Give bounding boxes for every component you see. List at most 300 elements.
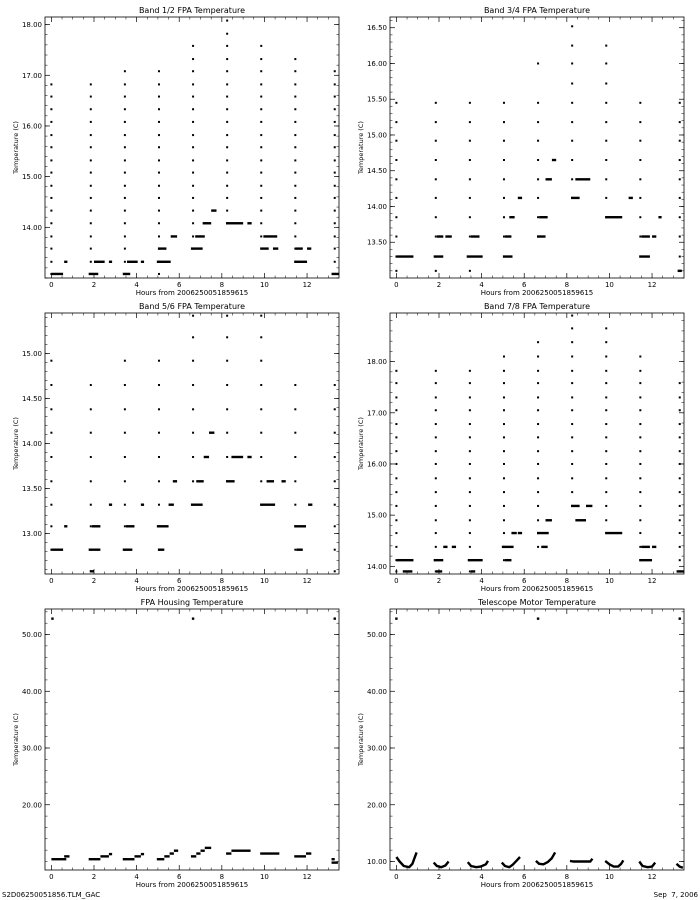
data-point [395,519,397,521]
data-run [639,255,650,257]
data-point [124,235,126,237]
data-run [658,216,661,218]
y-tick-label: 18.00 [21,21,42,30]
data-point [124,121,126,123]
data-point [334,159,336,161]
data-run [505,559,511,561]
data-point [435,491,437,493]
data-run [307,247,311,249]
data-point [294,70,296,72]
data-point [90,408,92,410]
data-point [469,423,471,425]
y-tick-label: 17.00 [366,409,387,418]
data-point [503,463,505,465]
data-point [679,477,681,479]
data-point [294,408,296,410]
data-point [226,70,228,72]
data-run [170,852,174,854]
data-point [571,62,573,64]
data-run [436,570,442,572]
data-point [571,45,573,47]
data-run [231,456,243,458]
data-point [226,315,228,317]
data-point [469,270,471,272]
data-point [226,83,228,85]
data-run [204,456,209,458]
y-tick-label: 16.00 [366,59,387,68]
data-point [334,549,336,551]
data-run [452,546,456,548]
data-point [158,96,160,98]
data-point [679,617,681,619]
chart-title: Band 1/2 FPA Temperature [138,6,246,15]
data-point [158,185,160,187]
data-point [50,146,52,148]
data-run [260,247,269,249]
x-tick-label: 12 [647,281,657,289]
data-run [127,261,138,263]
chart-panel-5 [12,598,339,889]
data-point [192,185,194,187]
y-axis-label: Temperature (C) [357,713,365,766]
data-run [502,546,514,548]
data-run [260,852,279,854]
data-point [503,396,505,398]
data-point [50,504,52,506]
data-point [192,108,194,110]
data-run [260,504,275,506]
data-point [537,121,539,123]
x-tick-label: 2 [436,873,442,881]
y-tick-label: 17.00 [21,71,42,80]
data-point [260,235,262,237]
data-point [435,178,437,180]
data-point [679,409,681,411]
data-point [571,178,573,180]
data-point [124,456,126,458]
data-run [157,525,169,527]
data-run [51,858,66,860]
y-tick-label: 16.00 [21,122,42,131]
data-point [503,370,505,372]
data-point [435,477,437,479]
data-point [294,159,296,161]
data-point [503,382,505,384]
data-point [226,360,228,362]
data-point [50,159,52,161]
data-run [641,546,650,548]
data-point [50,172,52,174]
data-point [334,480,336,482]
data-point [226,172,228,174]
data-point [50,384,52,386]
y-tick-label: 30.00 [21,744,42,753]
data-run [443,546,447,548]
data-run [639,559,652,561]
data-point [469,140,471,142]
data-point [639,519,641,521]
data-run [571,197,580,199]
data-point [334,108,336,110]
data-point [294,480,296,482]
data-run [273,247,278,249]
data-point [50,96,52,98]
data-point [50,197,52,199]
data-point [90,172,92,174]
data-run [134,855,140,857]
x-tick-label: 10 [259,281,269,289]
data-point [158,146,160,148]
data-point [50,525,52,527]
data-point [537,396,539,398]
data-point [395,102,397,104]
y-tick-label: 14.00 [21,223,42,232]
x-tick-label: 8 [219,873,225,881]
data-point [334,96,336,98]
data-point [605,370,607,372]
data-run [537,235,546,237]
data-run [546,519,552,521]
data-point [469,382,471,384]
data-point [435,270,437,272]
data-point [679,236,681,238]
y-axis-label: Temperature (C) [357,121,365,174]
data-point [679,216,681,218]
x-tick-label: 2 [436,577,442,585]
data-run [109,853,112,855]
data-point [679,491,681,493]
y-tick-label: 14.50 [21,395,42,403]
data-point [260,185,262,187]
data-point [50,210,52,212]
data-run [123,549,133,551]
data-point [50,480,52,482]
data-point [537,450,539,452]
data-run [64,525,67,527]
data-point [395,546,397,548]
data-run [171,235,177,237]
y-tick-label: 13.50 [366,238,387,247]
data-point [639,505,641,507]
data-point [571,491,573,493]
data-curve [468,861,488,867]
y-tick-label: 16.50 [366,24,387,33]
data-point [395,121,397,123]
data-point [260,45,262,47]
x-tick-label: 6 [176,281,182,289]
data-point [226,408,228,410]
data-run [552,159,556,161]
data-point [260,336,262,338]
data-point [435,436,437,438]
data-point [260,408,262,410]
data-run [89,858,101,860]
data-point [639,546,641,548]
x-tick-label: 12 [302,281,312,289]
data-point [605,436,607,438]
data-run [678,270,682,272]
data-point [192,134,194,136]
data-run [196,480,203,482]
data-point [192,146,194,148]
data-point [571,159,573,161]
y-tick-label: 50.00 [366,631,387,640]
chart-panel-2 [357,6,684,297]
data-point [605,450,607,452]
data-point [503,140,505,142]
x-tick-label: 10 [259,873,269,881]
data-point [90,248,92,250]
data-point [571,25,573,27]
data-point [435,396,437,398]
data-point [158,408,160,410]
data-point [571,370,573,372]
data-run [231,850,250,852]
x-tick-label: 10 [259,577,269,585]
data-point [435,370,437,372]
data-curve [396,852,416,867]
x-tick-label: 0 [394,281,399,289]
data-point [469,505,471,507]
data-run [629,197,633,199]
x-axis-label: Hours from 2006250051859615 [480,881,594,889]
data-point [334,408,336,410]
data-point [605,505,607,507]
data-point [537,409,539,411]
data-point [226,58,228,60]
data-point [124,525,126,527]
data-run [64,855,69,857]
data-run [518,197,522,199]
x-tick-label: 2 [91,577,97,585]
data-point [90,525,92,527]
data-point [571,140,573,142]
data-point [124,432,126,434]
data-point [639,356,641,358]
data-run [332,858,335,860]
data-point [334,83,336,85]
data-run [308,504,312,506]
data-run [437,235,443,237]
data-point [260,197,262,199]
data-point [571,341,573,343]
data-point [435,159,437,161]
chart-panel-1 [12,6,339,297]
data-point [50,248,52,250]
data-point [124,408,126,410]
data-point [192,121,194,123]
data-point [334,121,336,123]
data-point [395,505,397,507]
data-point [679,197,681,199]
data-point [90,432,92,434]
data-point [469,197,471,199]
data-point [158,384,160,386]
data-point [226,121,228,123]
data-point [537,423,539,425]
chart-title: FPA Housing Temperature [140,598,244,607]
data-point [639,450,641,452]
data-point [260,108,262,110]
data-run [296,549,302,551]
y-tick-label: 15.50 [366,95,387,104]
data-point [395,178,397,180]
y-tick-label: 15.00 [21,350,42,358]
data-point [639,477,641,479]
y-tick-label: 40.00 [21,687,42,696]
data-point [192,480,194,482]
data-point [503,559,505,561]
x-axis-label: Hours from 2006250051859615 [135,881,249,889]
data-point [50,134,52,136]
data-point [469,236,471,238]
data-point [90,384,92,386]
data-point [50,360,52,362]
data-point [395,436,397,438]
chart-title: Telescope Motor Temperature [478,598,596,607]
data-run [164,855,169,857]
data-point [124,83,126,85]
y-tick-label: 50.00 [21,631,42,640]
data-point [605,423,607,425]
data-point [503,178,505,180]
data-point [192,197,194,199]
data-run [396,559,413,561]
data-run [64,261,67,263]
data-point [503,356,505,358]
data-curve [677,864,683,868]
data-point [435,450,437,452]
data-point [158,108,160,110]
data-point [192,210,194,212]
data-point [537,140,539,142]
data-point [605,409,607,411]
x-tick-label: 8 [564,577,570,585]
chart-title: Band 5/6 FPA Temperature [138,302,246,311]
data-run [306,852,311,854]
data-point [639,121,641,123]
x-axis-label: Hours from 2006250051859615 [480,585,594,593]
data-point [435,409,437,411]
data-run [90,570,94,572]
data-run [195,235,205,237]
data-point [334,172,336,174]
data-point [158,121,160,123]
data-point [158,456,160,458]
data-point [571,356,573,358]
y-tick-label: 16.00 [366,460,387,469]
data-point [158,222,160,224]
data-run [203,222,212,224]
data-point [334,525,336,527]
data-point [679,178,681,180]
plot-frame [390,609,684,870]
data-run [546,178,552,180]
data-point [192,617,194,619]
data-point [124,70,126,72]
data-point [192,336,194,338]
data-point [260,134,262,136]
data-point [435,236,437,238]
data-point [50,83,52,85]
x-tick-label: 0 [394,873,399,881]
data-point [90,96,92,98]
data-point [50,185,52,187]
x-tick-label: 4 [134,577,139,585]
data-point [90,210,92,212]
data-point [435,121,437,123]
data-point [605,491,607,493]
data-point [605,140,607,142]
data-point [679,423,681,425]
data-point [192,408,194,410]
data-point [226,108,228,110]
data-point [503,477,505,479]
data-point [435,216,437,218]
data-point [679,532,681,534]
data-point [124,222,126,224]
data-point [294,134,296,136]
data-point [294,549,296,551]
data-run [403,570,413,572]
data-run [541,546,547,548]
y-tick-label: 13.50 [21,485,42,493]
data-point [158,83,160,85]
x-tick-label: 8 [564,281,570,289]
data-point [124,159,126,161]
data-point [469,396,471,398]
x-tick-label: 10 [604,281,614,289]
data-point [469,436,471,438]
data-point [124,146,126,148]
data-point [334,432,336,434]
y-tick-label: 20.00 [21,801,42,810]
data-point [571,409,573,411]
data-point [639,216,641,218]
chart-panel-4 [357,302,684,593]
data-point [158,432,160,434]
x-tick-label: 12 [647,873,657,881]
data-run [191,247,203,249]
data-point [503,121,505,123]
data-run [677,570,684,572]
data-run [294,855,306,857]
data-point [537,356,539,358]
y-axis-label: Temperature (C) [12,417,20,470]
data-run [468,559,483,561]
data-curve [502,857,520,867]
data-run [226,480,235,482]
data-run [94,261,105,263]
data-point [537,102,539,104]
data-point [537,463,539,465]
data-point [605,327,607,329]
data-point [260,360,262,362]
data-point [158,159,160,161]
data-point [158,70,160,72]
data-point [639,159,641,161]
data-point [90,185,92,187]
chart-title: Band 3/4 FPA Temperature [483,6,591,15]
data-point [395,617,397,619]
data-point [469,491,471,493]
data-point [124,210,126,212]
y-axis-label: Temperature (C) [12,713,20,766]
data-point [503,423,505,425]
data-point [503,197,505,199]
data-point [395,423,397,425]
data-point [50,222,52,224]
